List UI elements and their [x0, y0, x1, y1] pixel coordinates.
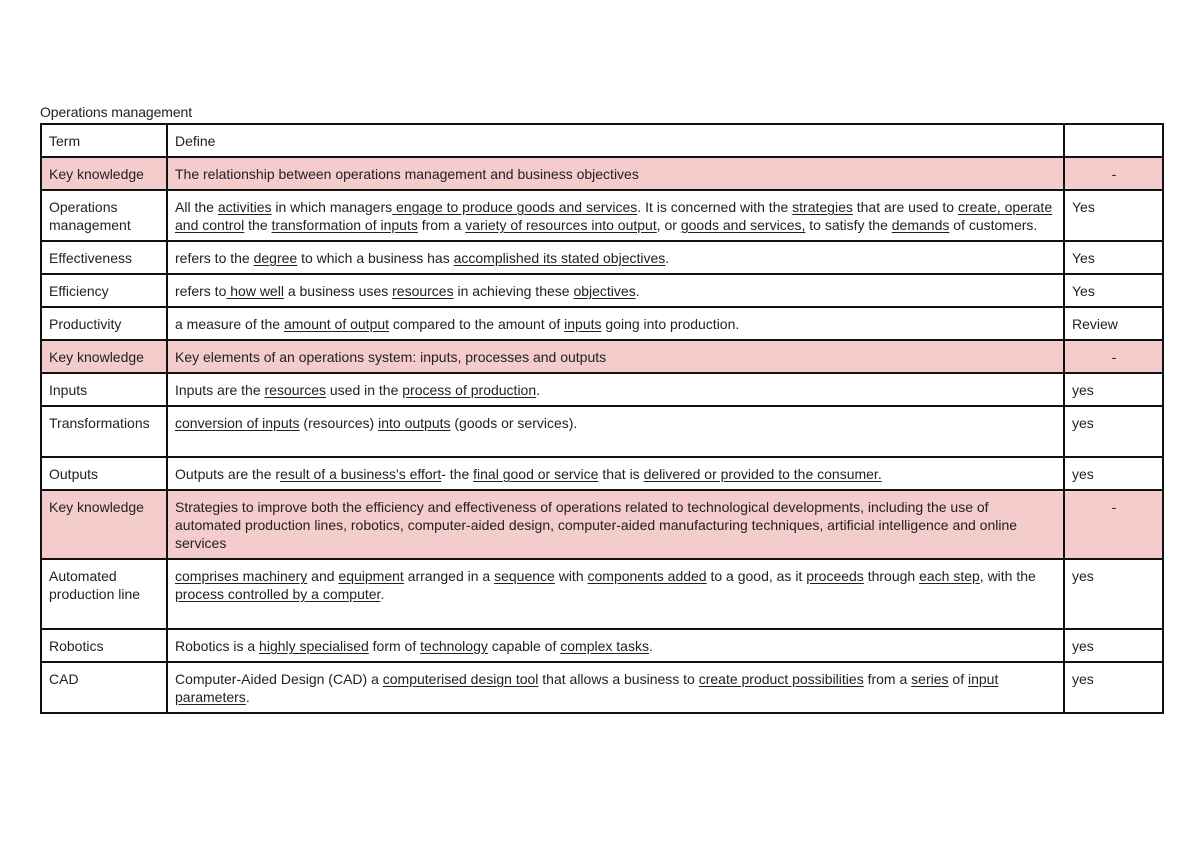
underlined-key-phrase: esult of a business's effort: [280, 466, 442, 482]
definition-cell: [167, 340, 1064, 373]
term-cell: Outputs: [41, 457, 167, 490]
definition-text: .: [635, 283, 640, 299]
status-cell: -: [1064, 490, 1163, 559]
definition-cell: [167, 629, 1064, 662]
definition-cell: [167, 457, 1064, 490]
underlined-key-phrase: goods and services,: [680, 217, 806, 233]
table-row: [41, 241, 1163, 274]
underlined-key-phrase: sequence: [494, 568, 555, 584]
definition-text: with: [554, 568, 588, 584]
underlined-key-phrase: proceeds: [806, 568, 864, 584]
term-cell: CAD: [41, 662, 167, 713]
table-row: [41, 559, 1163, 629]
status-cell: -: [1064, 157, 1163, 190]
definition-cell: [167, 190, 1064, 241]
term-cell: Key knowledge: [41, 490, 167, 559]
definition-text: All the: [175, 199, 218, 215]
underlined-key-phrase: resources: [392, 283, 454, 299]
definition-text: a measure of the: [175, 316, 284, 332]
definition-cell: [167, 157, 1064, 190]
definition-text: .: [648, 638, 653, 654]
table-body: [41, 124, 1163, 713]
definition-text: .: [380, 586, 385, 602]
underlined-key-phrase: objectives: [573, 283, 636, 299]
status-cell: yes: [1064, 559, 1163, 629]
definition-text: The relationship between operations management and business objectives: [175, 166, 639, 182]
underlined-key-phrase: resources: [264, 382, 326, 398]
underlined-key-phrase: variety of resources into output: [465, 217, 657, 233]
underlined-key-phrase: accomplished its stated objectives: [453, 250, 666, 266]
definition-text: .: [665, 250, 670, 266]
underlined-key-phrase: conversion of inputs: [175, 415, 300, 431]
definition-text: form of: [368, 638, 421, 654]
definition-text: .: [536, 382, 541, 398]
underlined-key-phrase: final good or service: [473, 466, 599, 482]
definition-text: , with the: [979, 568, 1036, 584]
underlined-key-phrase: technology: [420, 638, 488, 654]
table-row: [41, 190, 1163, 241]
definition-text: . It is concerned with the: [637, 199, 793, 215]
definition-cell: [167, 124, 1064, 157]
key-knowledge-row: [41, 490, 1163, 559]
table-row: [41, 629, 1163, 662]
definition-text: that are used to: [852, 199, 958, 215]
underlined-key-phrase: amount of output: [283, 316, 390, 332]
table-row: [41, 274, 1163, 307]
definition-text: Inputs are the: [175, 382, 265, 398]
definition-text: capable of: [487, 638, 561, 654]
definition-text: a business uses: [283, 283, 393, 299]
status-cell: yes: [1064, 629, 1163, 662]
definition-cell: [167, 241, 1064, 274]
underlined-key-phrase: input parameters: [175, 671, 999, 705]
status-cell: Yes: [1064, 190, 1163, 241]
definition-text: , or: [656, 217, 681, 233]
underlined-key-phrase: computerised design tool: [382, 671, 539, 687]
table-row: [41, 457, 1163, 490]
definition-text: to which a business has: [297, 250, 454, 266]
underlined-key-phrase: equipment: [338, 568, 404, 584]
definition-text: from a: [417, 217, 466, 233]
definition-text: refers to the: [175, 250, 254, 266]
underlined-key-phrase: how well: [226, 283, 284, 299]
key-knowledge-row: [41, 340, 1163, 373]
term-cell: Transformations: [41, 406, 167, 457]
table-row: [41, 373, 1163, 406]
definition-text: the: [244, 217, 272, 233]
term-cell: Productivity: [41, 307, 167, 340]
definition-text: from a: [863, 671, 912, 687]
status-cell: [1064, 124, 1163, 157]
definition-text: in achieving these: [453, 283, 574, 299]
definition-text: going into production.: [601, 316, 740, 332]
definition-cell: [167, 406, 1064, 457]
underlined-key-phrase: process controlled by a computer: [175, 586, 381, 602]
term-cell: Efficiency: [41, 274, 167, 307]
definition-cell: [167, 490, 1064, 559]
underlined-key-phrase: inputs: [564, 316, 602, 332]
status-cell: -: [1064, 340, 1163, 373]
term-cell: Effectiveness: [41, 241, 167, 274]
definition-cell: [167, 307, 1064, 340]
status-cell: yes: [1064, 662, 1163, 713]
term-cell: Key knowledge: [41, 340, 167, 373]
definition-text: to satisfy the: [805, 217, 892, 233]
definition-text: arranged in a: [403, 568, 495, 584]
definition-text: compared to the amount of: [389, 316, 565, 332]
definition-cell: [167, 274, 1064, 307]
table-header-row: [41, 124, 1163, 157]
status-cell: yes: [1064, 406, 1163, 457]
underlined-key-phrase: highly specialised: [259, 638, 369, 654]
table-row: [41, 307, 1163, 340]
status-cell: yes: [1064, 457, 1163, 490]
underlined-key-phrase: components added: [587, 568, 707, 584]
status-cell: Review: [1064, 307, 1163, 340]
underlined-key-phrase: each step: [919, 568, 980, 584]
underlined-key-phrase: comprises machinery: [175, 568, 308, 584]
key-knowledge-row: [41, 157, 1163, 190]
underlined-key-phrase: complex tasks: [560, 638, 649, 654]
definition-text: (goods or services).: [450, 415, 578, 431]
term-cell: Term: [41, 124, 167, 157]
definition-text: and: [307, 568, 339, 584]
underlined-key-phrase: create product possibilities: [698, 671, 864, 687]
definition-text: .: [245, 689, 250, 705]
definition-text: Define: [175, 133, 216, 149]
definition-text: Strategies to improve both the efficiency and effectiveness of operations related to technological developments, including the use of automated production lines, robotics, computer-aided design, computer-aided manufacturing techniques, artificial intelligence and online services: [175, 499, 1018, 551]
status-cell: yes: [1064, 373, 1163, 406]
status-cell: Yes: [1064, 241, 1163, 274]
operations-table: [40, 123, 1164, 714]
underlined-key-phrase: create, operate and control: [175, 199, 1053, 233]
definition-text: refers to: [175, 283, 227, 299]
term-cell: Key knowledge: [41, 157, 167, 190]
definition-text: used in the: [325, 382, 403, 398]
underlined-key-phrase: transformation of inputs: [271, 217, 418, 233]
definition-text: - the: [441, 466, 474, 482]
underlined-key-phrase: activities: [217, 199, 272, 215]
definition-cell: [167, 662, 1064, 713]
definition-text: in which managers: [271, 199, 393, 215]
underlined-key-phrase: series: [911, 671, 949, 687]
document-title: Operations management: [40, 104, 192, 120]
definition-cell: [167, 559, 1064, 629]
term-cell: Automated production line: [41, 559, 167, 629]
definition-text: that is: [598, 466, 644, 482]
definition-text: through: [863, 568, 920, 584]
definition-text: Key elements of an operations system: inputs, processes and outputs: [175, 349, 607, 365]
definition-text: to a good, as it: [706, 568, 807, 584]
definition-cell: [167, 373, 1064, 406]
underlined-key-phrase: demands: [891, 217, 950, 233]
definition-text: that allows a business to: [538, 671, 699, 687]
underlined-key-phrase: strategies: [792, 199, 853, 215]
table-row: [41, 662, 1163, 713]
definition-text: Outputs are the r: [175, 466, 281, 482]
definition-text: (resources): [299, 415, 379, 431]
term-cell: Inputs: [41, 373, 167, 406]
underlined-key-phrase: process of production: [402, 382, 537, 398]
underlined-key-phrase: into outputs: [378, 415, 451, 431]
underlined-key-phrase: engage to produce goods and services: [392, 199, 638, 215]
definition-text: of: [948, 671, 968, 687]
term-cell: Robotics: [41, 629, 167, 662]
definition-text: of customers.: [949, 217, 1038, 233]
table-row: [41, 406, 1163, 457]
definition-text: Robotics is a: [175, 638, 260, 654]
status-cell: Yes: [1064, 274, 1163, 307]
term-cell: Operations management: [41, 190, 167, 241]
underlined-key-phrase: delivered or provided to the consumer.: [643, 466, 882, 482]
underlined-key-phrase: degree: [253, 250, 298, 266]
definition-text: Computer-Aided Design (CAD) a: [175, 671, 383, 687]
